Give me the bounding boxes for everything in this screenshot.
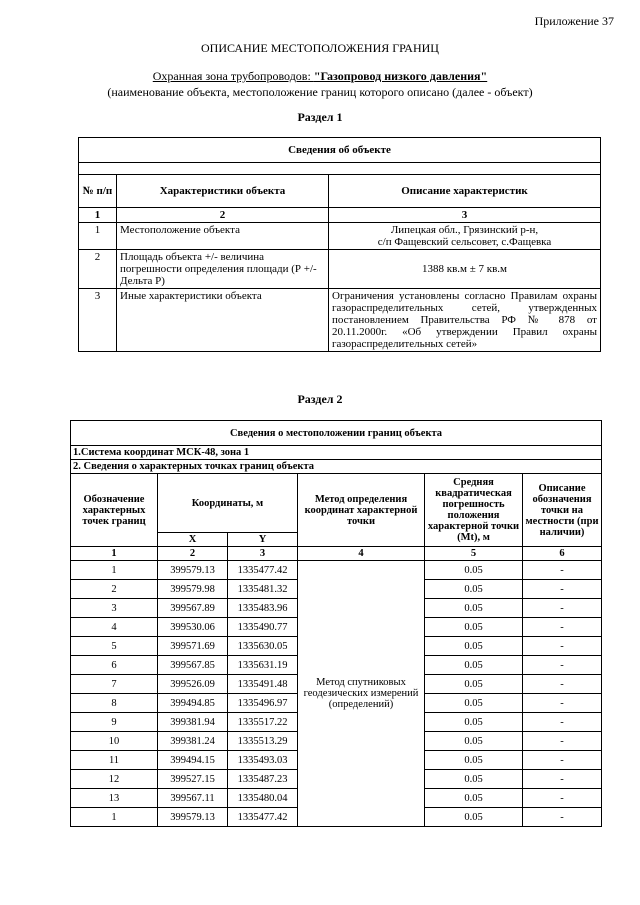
coord-x: 399381.24 <box>158 732 228 751</box>
col-index: 3 <box>228 547 298 561</box>
coord-x: 399526.09 <box>158 675 228 694</box>
point-number: 3 <box>71 599 158 618</box>
appendix-label: Приложение 37 <box>534 14 614 28</box>
point-error: 0.05 <box>425 751 523 770</box>
row-num: 3 <box>79 289 117 352</box>
row-characteristic: Площадь объекта +/- величина погрешности определения площади (Р +/- Дельта Р) <box>117 250 329 289</box>
coord-y: 1335490.77 <box>228 618 298 637</box>
object-info-table <box>78 137 601 352</box>
point-description: - <box>523 561 602 580</box>
col-index: 1 <box>79 208 117 223</box>
point-number: 7 <box>71 675 158 694</box>
coordinate-system: 1.Система координат МСК-48, зона 1 <box>71 446 602 460</box>
point-description: - <box>523 732 602 751</box>
coord-x: 399579.13 <box>158 808 228 827</box>
point-number: 12 <box>71 770 158 789</box>
point-number: 10 <box>71 732 158 751</box>
point-description: - <box>523 789 602 808</box>
description-line: с/п Фащевский сельсовет, с.Фащевка <box>377 236 552 248</box>
section1-label: Раздел 1 <box>297 110 343 124</box>
object-name: "Газопровод низкого давления" <box>313 69 488 83</box>
coord-x: 399530.06 <box>158 618 228 637</box>
header-error: Средняя квадратическая погрешность положения характерной точки (Mt), м <box>425 474 523 547</box>
coord-y: 1335487.23 <box>228 770 298 789</box>
point-number: 8 <box>71 694 158 713</box>
coord-y: 1335513.29 <box>228 732 298 751</box>
point-number: 11 <box>71 751 158 770</box>
point-error: 0.05 <box>425 580 523 599</box>
coord-x: 399494.85 <box>158 694 228 713</box>
col-index: 4 <box>298 547 425 561</box>
point-error: 0.05 <box>425 732 523 751</box>
header-characteristic: Характеристики объекта <box>117 175 329 208</box>
coord-y: 1335631.19 <box>228 656 298 675</box>
description-line: Липецкая обл., Грязинский р-н, <box>390 224 539 236</box>
point-error: 0.05 <box>425 713 523 732</box>
point-description: - <box>523 694 602 713</box>
point-number: 13 <box>71 789 158 808</box>
row-num: 1 <box>79 223 117 250</box>
point-error: 0.05 <box>425 675 523 694</box>
boundary-table-title: Сведения о местоположении границ объекта <box>71 421 602 446</box>
point-description: - <box>523 675 602 694</box>
row-characteristic: Иные характеристики объекта <box>117 289 329 352</box>
document-title: ОПИСАНИЕ МЕСТОПОЛОЖЕНИЯ ГРАНИЦ <box>201 41 439 55</box>
table-row <box>79 223 601 250</box>
table-row <box>79 250 601 289</box>
header-point-description: Описание обозначения точки на местности (при наличии) <box>523 474 602 547</box>
object-note: (наименование объекта, местоположение границ которого описано (далее - объект) <box>107 85 533 99</box>
point-description: - <box>523 618 602 637</box>
point-description: - <box>523 656 602 675</box>
coord-y: 1335493.03 <box>228 751 298 770</box>
col-index: 1 <box>71 547 158 561</box>
point-number: 6 <box>71 656 158 675</box>
point-description: - <box>523 751 602 770</box>
point-error: 0.05 <box>425 618 523 637</box>
spacer-row <box>79 163 601 175</box>
point-error: 0.05 <box>425 656 523 675</box>
coord-x: 399494.15 <box>158 751 228 770</box>
col-index: 3 <box>329 208 601 223</box>
header-coordinates: Координаты, м <box>158 474 298 533</box>
col-index: 5 <box>425 547 523 561</box>
coord-x: 399567.89 <box>158 599 228 618</box>
point-description: - <box>523 770 602 789</box>
point-error: 0.05 <box>425 770 523 789</box>
row-description <box>329 223 601 250</box>
point-description: - <box>523 637 602 656</box>
coord-x: 399579.98 <box>158 580 228 599</box>
coord-y: 1335496.97 <box>228 694 298 713</box>
point-number: 1 <box>71 808 158 827</box>
coord-y: 1335517.22 <box>228 713 298 732</box>
coord-x: 399381.94 <box>158 713 228 732</box>
header-x: X <box>158 533 228 547</box>
coord-x: 399567.85 <box>158 656 228 675</box>
point-number: 9 <box>71 713 158 732</box>
point-error: 0.05 <box>425 808 523 827</box>
header-method: Метод определения координат характерной точки <box>298 474 425 547</box>
point-error: 0.05 <box>425 561 523 580</box>
point-error: 0.05 <box>425 789 523 808</box>
row-description: Ограничения установлены согласно Правилам охраны газораспределительных сетей, утвержденных постановлением Правительства РФ № 878 от 20.11.2000г. «Об утверждении Правил охраны газораспределительных сетей» <box>329 289 601 352</box>
header-y: Y <box>228 533 298 547</box>
coord-x: 399527.15 <box>158 770 228 789</box>
row-characteristic: Местоположение объекта <box>117 223 329 250</box>
coord-y: 1335630.05 <box>228 637 298 656</box>
point-error: 0.05 <box>425 694 523 713</box>
coord-y: 1335481.32 <box>228 580 298 599</box>
point-number: 4 <box>71 618 158 637</box>
point-number: 2 <box>71 580 158 599</box>
coord-y: 1335491.48 <box>228 675 298 694</box>
row-description: 1388 кв.м ± 7 кв.м <box>329 250 601 289</box>
section2-label: Раздел 2 <box>297 392 343 406</box>
coord-x: 399579.13 <box>158 561 228 580</box>
point-error: 0.05 <box>425 637 523 656</box>
row-num: 2 <box>79 250 117 289</box>
method-cell: Метод спутниковых геодезических измерений (определений) <box>298 561 425 827</box>
point-number: 1 <box>71 561 158 580</box>
coord-y: 1335483.96 <box>228 599 298 618</box>
object-line <box>0 69 640 84</box>
table-row <box>71 561 602 580</box>
coord-x: 399567.11 <box>158 789 228 808</box>
coord-y: 1335477.42 <box>228 561 298 580</box>
col-index: 2 <box>158 547 228 561</box>
header-description: Описание характеристик <box>329 175 601 208</box>
header-num: № п/п <box>79 175 117 208</box>
object-info-title: Сведения об объекте <box>79 138 601 163</box>
coord-x: 399571.69 <box>158 637 228 656</box>
table-row <box>79 289 601 352</box>
point-description: - <box>523 599 602 618</box>
header-point: Обозначение характерных точек границ <box>71 474 158 547</box>
point-number: 5 <box>71 637 158 656</box>
coord-y: 1335480.04 <box>228 789 298 808</box>
object-prefix: Охранная зона трубопроводов: <box>152 69 314 83</box>
boundary-points-table <box>70 420 602 827</box>
point-description: - <box>523 808 602 827</box>
col-index: 2 <box>117 208 329 223</box>
col-index: 6 <box>523 547 602 561</box>
point-description: - <box>523 580 602 599</box>
point-description: - <box>523 713 602 732</box>
coord-y: 1335477.42 <box>228 808 298 827</box>
points-title: 2. Сведения о характерных точках границ объекта <box>71 460 602 474</box>
point-error: 0.05 <box>425 599 523 618</box>
